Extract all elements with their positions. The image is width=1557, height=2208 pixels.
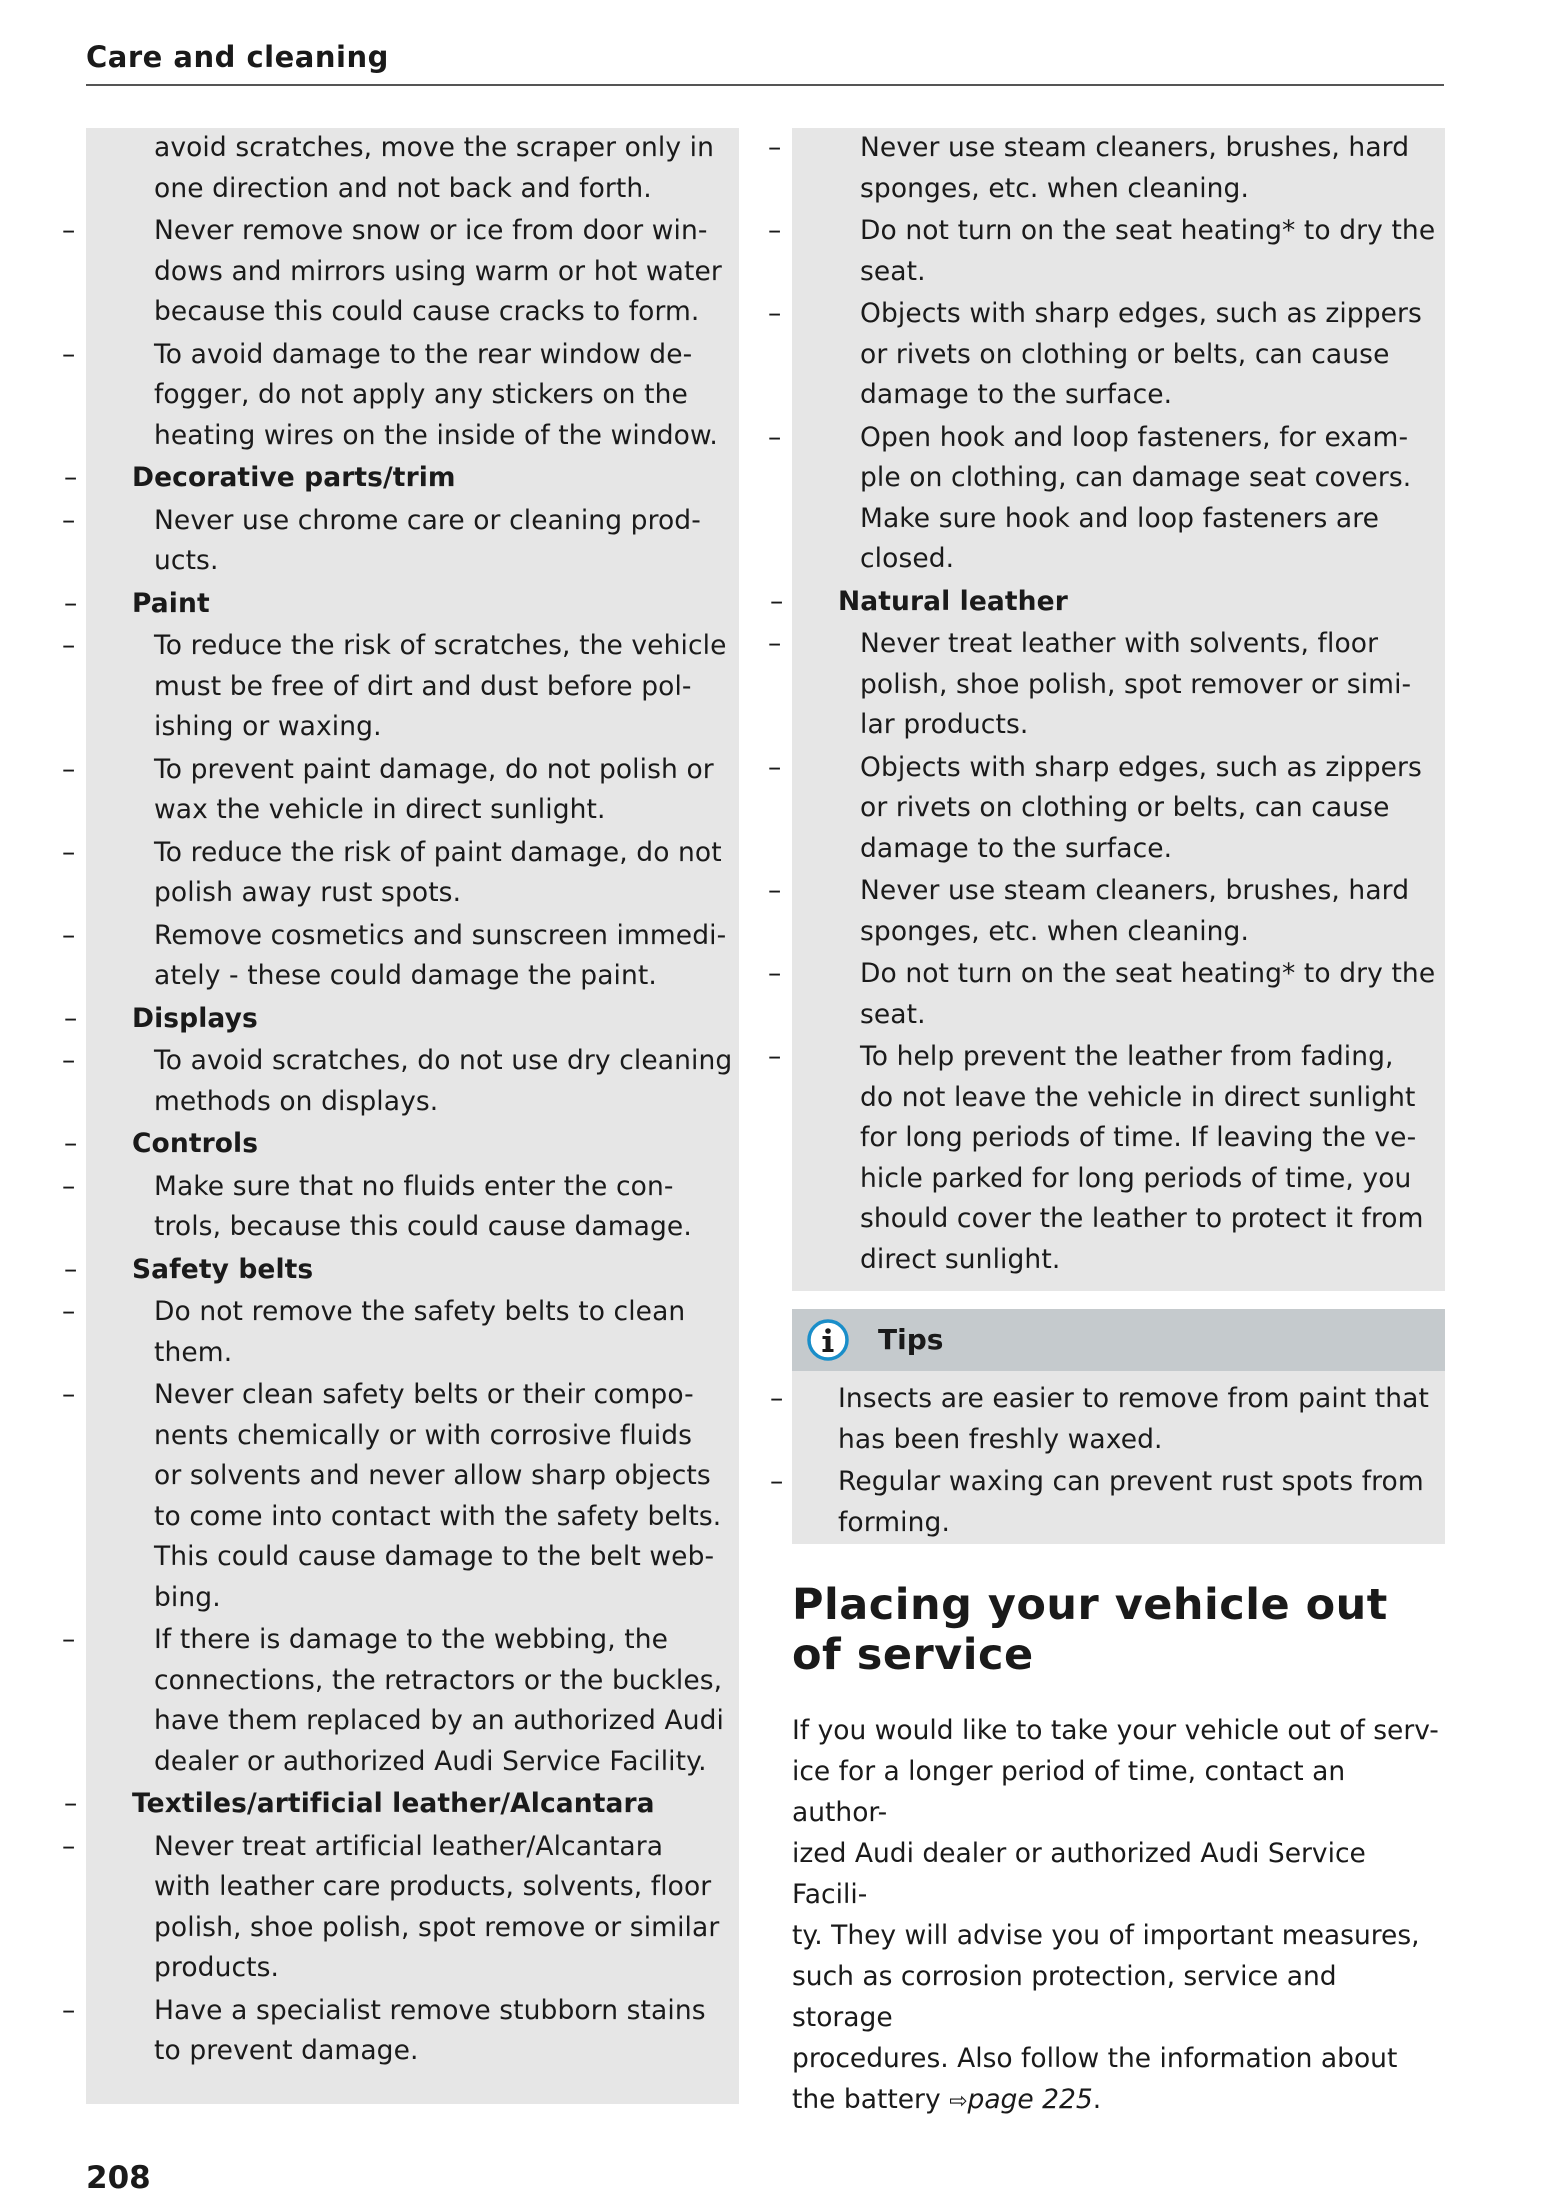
- category-heading: [64, 1124, 739, 1165]
- dash-marker: –: [770, 1466, 784, 1497]
- list-item: [768, 954, 1445, 1035]
- list-line: damage to the surface.: [860, 379, 1173, 410]
- dash-marker: –: [768, 132, 782, 163]
- list-line: lar products.: [860, 709, 1029, 740]
- list-line: To avoid scratches, do not use dry cleaning: [154, 1045, 733, 1076]
- dash-marker: –: [62, 1045, 76, 1076]
- list-item: [768, 871, 1445, 952]
- dash-marker: –: [768, 958, 782, 989]
- dash-marker: –: [62, 1379, 76, 1410]
- list-line: trols, because this could cause damage.: [154, 1211, 692, 1242]
- right-list: [768, 128, 1445, 1280]
- list-item: [62, 1041, 739, 1122]
- dash-marker: –: [64, 587, 78, 619]
- list-line: ucts.: [154, 545, 219, 576]
- right-caution-box: [768, 128, 1445, 1291]
- list-line: products.: [154, 1952, 280, 1983]
- list-line: fogger, do not apply any stickers on the: [154, 379, 688, 410]
- dash-marker: –: [768, 298, 782, 329]
- dash-marker: –: [64, 1788, 78, 1819]
- list-line: Do not remove the safety belts to clean: [154, 1296, 686, 1327]
- list-line: nents chemically or with corrosive fluids: [154, 1419, 693, 1451]
- dash-marker: –: [62, 1994, 76, 2026]
- list-item: [62, 211, 739, 333]
- list-item: [768, 418, 1445, 580]
- category-heading: [64, 1784, 739, 1825]
- list-item: [768, 1037, 1445, 1280]
- list-line: Never use steam cleaners, brushes, hard: [860, 132, 1410, 163]
- list-item: [62, 335, 739, 457]
- list-item: [62, 1620, 739, 1782]
- dash-marker: –: [62, 919, 76, 951]
- list-line: or solvents and never allow sharp objects: [154, 1460, 711, 1491]
- list-line: sponges, etc. when cleaning.: [860, 172, 1249, 204]
- section-body: [792, 1710, 1445, 2122]
- section-heading-line: Placing your vehicle out: [792, 1580, 1388, 1630]
- list-line: should cover the leather to protect it from: [860, 1203, 1424, 1234]
- list-item: [62, 501, 739, 582]
- list-line: To help prevent the leather from fading,: [860, 1041, 1394, 1072]
- tips-item-line: Insects are easier to remove from paint that: [838, 1383, 1429, 1414]
- list-line: dows and mirrors using warm or hot water: [154, 255, 722, 287]
- list-line: Never use steam cleaners, brushes, hard: [860, 875, 1410, 906]
- category-heading: [64, 1250, 739, 1291]
- list-line: ately - these could damage the paint.: [154, 960, 657, 991]
- section-heading: [792, 1580, 1445, 1680]
- dash-marker: –: [768, 215, 782, 246]
- dash-marker: –: [62, 1170, 76, 1202]
- info-icon: [806, 1318, 850, 1362]
- list-line: To reduce the risk of paint damage, do not: [154, 836, 722, 868]
- list-item: [768, 211, 1445, 292]
- list-line: to prevent damage.: [154, 2035, 419, 2066]
- list-item: [62, 1375, 739, 1618]
- body-line: ized Audi dealer or authorized Audi Service Facili-: [792, 1838, 1366, 1910]
- list-item: [768, 294, 1445, 416]
- list-line: Never clean safety belts or their compo-: [154, 1379, 694, 1410]
- list-line: with leather care products, solvents, floor: [154, 1871, 712, 1902]
- page-reference-link[interactable]: page 225: [967, 2084, 1093, 2115]
- list-line: Open hook and loop fasteners, for exam-: [860, 421, 1409, 453]
- list-line: damage to the surface.: [860, 832, 1173, 864]
- list-item: [62, 1167, 739, 1248]
- page-ref-arrow-icon: ⇨: [949, 2089, 968, 2114]
- dash-marker: –: [62, 1296, 76, 1327]
- list-line: them.: [154, 1336, 233, 1368]
- list-line: Natural leather: [838, 585, 1068, 617]
- list-line: closed.: [860, 543, 955, 574]
- list-line: because this could cause cracks to form.: [154, 296, 700, 327]
- list-line: hicle parked for long periods of time, you: [860, 1162, 1412, 1194]
- tips-item-line: Regular waxing can prevent rust spots from: [838, 1466, 1424, 1497]
- list-line: ishing or waxing.: [154, 711, 382, 742]
- list-line: do not leave the vehicle in direct sunlight: [860, 1081, 1416, 1113]
- dash-marker: –: [62, 836, 76, 868]
- category-heading: [770, 582, 1445, 623]
- body-line: such as corrosion protection, service and storage: [792, 1961, 1337, 2033]
- dash-marker: –: [770, 585, 784, 617]
- list-line: seat.: [860, 998, 926, 1030]
- list-line: one direction and not back and forth.: [154, 172, 652, 204]
- list-line: wax the vehicle in direct sunlight.: [154, 794, 606, 825]
- list-line: Have a specialist remove stubborn stains: [154, 1994, 706, 2026]
- list-line: methods on displays.: [154, 1085, 439, 1117]
- list-line: avoid scratches, move the scraper only in: [154, 132, 715, 163]
- dash-marker: –: [768, 1041, 782, 1072]
- list-item: [62, 1292, 739, 1373]
- list-item: [62, 916, 739, 997]
- page-number: 208: [86, 2160, 151, 2196]
- list-line: Objects with sharp edges, such as zippers: [860, 751, 1422, 783]
- dash-marker: –: [62, 215, 76, 246]
- dash-marker: –: [64, 1128, 78, 1159]
- list-item: [62, 626, 739, 748]
- list-line: Make sure hook and loop fasteners are: [860, 502, 1380, 534]
- list-line: connections, the retractors or the buckles,: [154, 1664, 723, 1696]
- page-header-title: Care and cleaning: [86, 40, 389, 74]
- header-divider: [86, 84, 1444, 86]
- list-line: or rivets on clothing or belts, can cause: [860, 338, 1390, 370]
- list-line: or rivets on clothing or belts, can cause: [860, 792, 1390, 823]
- list-line: Remove cosmetics and sunscreen immedi-: [154, 919, 727, 951]
- list-line: Never treat leather with solvents, floor: [860, 628, 1379, 659]
- dash-marker: –: [62, 753, 76, 785]
- list-line: polish away rust spots.: [154, 877, 462, 908]
- list-line: If there is damage to the webbing, the: [154, 1624, 669, 1655]
- tips-item-line: forming.: [838, 1506, 950, 1538]
- dash-marker: –: [62, 630, 76, 661]
- list-line: Never remove snow or ice from door win-: [154, 215, 708, 246]
- dash-marker: –: [768, 751, 782, 783]
- list-line: Displays: [132, 1002, 258, 1034]
- dash-marker: –: [768, 875, 782, 906]
- dash-marker: –: [64, 1253, 78, 1285]
- list-item: [62, 1991, 739, 2072]
- category-heading: [64, 999, 739, 1040]
- list-item: [768, 748, 1445, 870]
- dash-marker: –: [62, 504, 76, 536]
- dash-marker: –: [64, 462, 78, 493]
- list-line: Controls: [132, 1128, 259, 1159]
- section-heading-line: of service: [792, 1630, 1034, 1680]
- dash-marker: –: [62, 1830, 76, 1862]
- category-heading: [64, 458, 739, 499]
- list-line: polish, shoe polish, spot remover or simi-: [860, 668, 1412, 700]
- list-line: direct sunlight.: [860, 1243, 1061, 1275]
- list-item: [62, 1827, 739, 1989]
- list-line: To reduce the risk of scratches, the vehicle: [154, 630, 727, 661]
- list-line: dealer or authorized Audi Service Facility.: [154, 1745, 707, 1777]
- list-line: for long periods of time. If leaving the ve-: [860, 1122, 1417, 1153]
- list-line: have them replaced by an authorized Audi: [154, 1705, 724, 1736]
- tips-header: [792, 1309, 1445, 1371]
- list-line: This could cause damage to the belt web-: [154, 1541, 715, 1572]
- body-line-prefix: the battery: [792, 2084, 950, 2115]
- tips-body: [770, 1371, 1445, 1544]
- list-line: Never use chrome care or cleaning prod-: [154, 504, 701, 536]
- list-line: Objects with sharp edges, such as zippers: [860, 298, 1422, 329]
- body-line: procedures. Also follow the information about: [792, 2043, 1398, 2074]
- dash-marker: –: [64, 1002, 78, 1034]
- list-line: to come into contact with the safety belts.: [154, 1500, 722, 1532]
- list-line: bing.: [154, 1581, 221, 1613]
- list-line: Textiles/artificial leather/Alcantara: [132, 1788, 655, 1819]
- list-line: sponges, etc. when cleaning.: [860, 915, 1249, 947]
- tips-item: [770, 1379, 1445, 1460]
- left-list: [62, 128, 739, 2072]
- list-line: Do not turn on the seat heating* to dry the: [860, 215, 1436, 246]
- dash-marker: –: [768, 421, 782, 453]
- list-item: [62, 750, 739, 831]
- tips-item: [770, 1462, 1445, 1543]
- list-line: Paint: [132, 587, 210, 619]
- tips-title: Tips: [878, 1323, 944, 1356]
- list-line: must be free of dirt and dust before pol-: [154, 670, 692, 702]
- list-line: Decorative parts/trim: [132, 462, 456, 493]
- list-line: To avoid damage to the rear window de-: [154, 338, 693, 370]
- dash-marker: –: [770, 1383, 784, 1414]
- category-heading: [64, 584, 739, 625]
- dash-marker: –: [62, 1624, 76, 1655]
- list-item: [768, 624, 1445, 746]
- list-line: ple on clothing, can damage seat covers.: [860, 462, 1412, 493]
- left-caution-box: [62, 128, 739, 2104]
- body-line: ty. They will advise you of important measures,: [792, 1920, 1420, 1951]
- list-line: To prevent paint damage, do not polish or: [154, 753, 714, 785]
- list-line: heating wires on the inside of the window.: [154, 419, 718, 451]
- list-item-continuation: [86, 128, 739, 209]
- body-line: ice for a longer period of time, contact an author-: [792, 1756, 1346, 1828]
- list-line: Safety belts: [132, 1253, 314, 1285]
- list-line: Never treat artificial leather/Alcantara: [154, 1830, 664, 1862]
- list-line: polish, shoe polish, spot remove or similar: [154, 1911, 720, 1943]
- dash-marker: –: [768, 628, 782, 659]
- list-line: seat.: [860, 255, 926, 287]
- list-item: [62, 833, 739, 914]
- tips-item-line: has been freshly waxed.: [838, 1423, 1163, 1455]
- dash-marker: –: [62, 338, 76, 370]
- list-line: Make sure that no fluids enter the con-: [154, 1170, 674, 1202]
- body-line: If you would like to take your vehicle out of serv-: [792, 1715, 1439, 1746]
- list-item: [768, 128, 1445, 209]
- list-line: Do not turn on the seat heating* to dry the: [860, 958, 1436, 989]
- body-line-last: [792, 2079, 1445, 2122]
- body-line-suffix: .: [1092, 2084, 1102, 2115]
